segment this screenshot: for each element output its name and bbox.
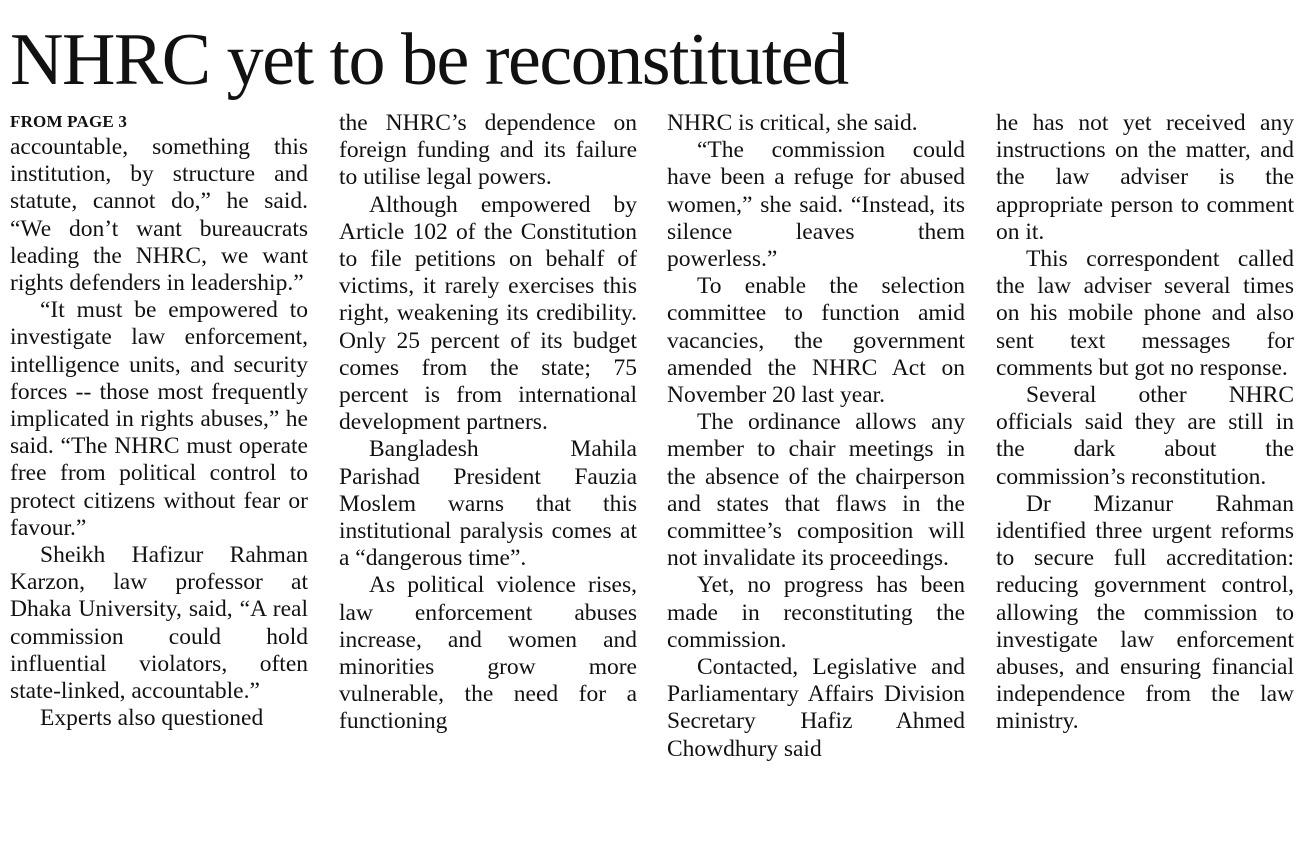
column-2 — [339, 110, 637, 736]
paragraph: Experts also questioned — [40, 705, 264, 732]
column-4 — [996, 110, 1294, 736]
paragraph: accountable, something this institution, by structure and statute, cannot do,” he said. “We don’t want bureaucrats leading the NHRC, we want rights defenders in leadership.” — [10, 134, 308, 297]
paragraph: “It must be empowered to investigate law enforcement, intelligence units, and security forces -- those most frequently implicated in rights abuses,” he said. “The NHRC must operate free from political control to protect citizens without fear or favour.” — [10, 297, 308, 541]
paragraph: Yet, no progress has been made in reconstituting the commission. — [667, 572, 965, 653]
column-3 — [667, 110, 965, 763]
paragraph: The ordinance allows any member to chair meetings in the absence of the chairperson and states that flaws in the committee’s composition will not invalidate its proceedings. — [667, 409, 965, 572]
paragraph: As political violence rises, law enforcement abuses increase, and women and minorities grow more vulnerable, the need for a functioning — [339, 572, 637, 735]
paragraph: NHRC is critical, she said. — [667, 110, 918, 136]
paragraph: Sheikh Hafizur Rahman Karzon, law professor at Dhaka University, said, “A real commission could hold influential violators, often state-linked, accountable.” — [10, 542, 308, 705]
paragraph: “The commission could have been a refuge for abused women,” she said. “Instead, its silence leaves them powerless.” — [667, 137, 965, 273]
paragraph: Dr Mizanur Rahman identified three urgent reforms to secure full accreditation: reducing government control, allowing the commission to investigate law enforcement abuses, and ensuring financial independence from the law ministry. — [996, 490, 1294, 735]
jump-kicker: FROM PAGE 3 — [10, 112, 128, 131]
paragraph: Several other NHRC officials said they are still in the dark about the commission’s reconstitution. — [996, 382, 1294, 490]
paragraph: Contacted, Legislative and Parliamentary Affairs Division Secretary Hafiz Ahmed Chowdhury said — [667, 654, 965, 762]
paragraph: To enable the selection committee to function amid vacancies, the government amended the NHRC Act on November 20 last year. — [667, 273, 965, 409]
paragraph: he has not yet received any instructions on the matter, and the law adviser is the appropriate person to comment on it. — [996, 110, 1294, 245]
paragraph: the NHRC’s dependence on foreign funding and its failure to utilise legal powers. — [339, 110, 637, 191]
headline: NHRC yet to be reconstituted — [10, 19, 848, 101]
paragraph: This correspondent called the law adviser several times on his mobile phone and also sent text messages for comments but got no response. — [996, 246, 1294, 381]
paragraph: Bangladesh Mahila Parishad President Fauzia Moslem warns that this institutional paralysis comes at a “dangerous time”. — [339, 436, 637, 572]
column-1 — [10, 134, 308, 732]
paragraph: Although empowered by Article 102 of the Constitution to file petitions on behalf of victims, it rarely exercises this right, weakening its credibility. Only 25 percent of its budget comes from the state; 75 percent is from international development partners. — [339, 191, 637, 436]
